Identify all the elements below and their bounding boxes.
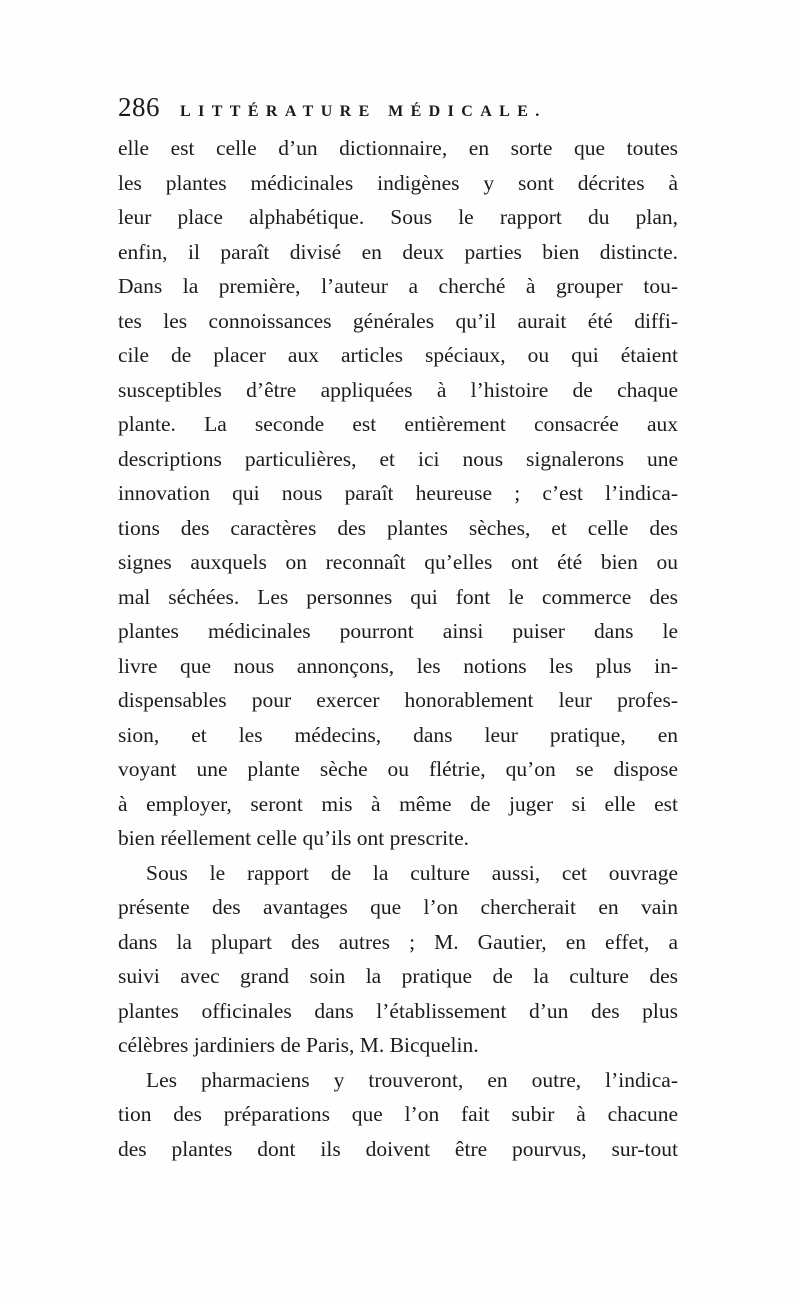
text-line: Dans la première, l’auteur a cherché à grouper tou- (118, 274, 678, 298)
text-line: leur place alphabétique. Sous le rapport du plan, (118, 205, 678, 229)
text-line: livre que nous annonçons, les notions les plus in- (118, 653, 678, 678)
text-line: sion, et les médecins, dans leur pratique, en (118, 722, 678, 747)
text-line: tion des préparations que l’on fait subir à chacune (118, 1102, 678, 1126)
text-line: présente des avantages que l’on chercherait en vain (118, 895, 678, 919)
page-number: 286 (118, 92, 160, 122)
page-header (118, 92, 638, 128)
text-line: susceptibles d’être appliquées à l’histoire de chaque (118, 377, 678, 402)
body-text (118, 131, 678, 1166)
text-line: signes auxquels on reconnaît qu’elles ont été bien ou (118, 550, 678, 574)
text-line: tions des caractères des plantes sèches, et celle des (118, 515, 678, 540)
text-line: cile de placer aux articles spéciaux, ou qui étaient (118, 343, 678, 367)
text-line: les plantes médicinales indigènes y sont décrites à (118, 170, 678, 195)
text-line: voyant une plante sèche ou flétrie, qu’on se dispose (118, 757, 678, 781)
text-line: plantes médicinales pourront ainsi puiser dans le (118, 619, 678, 643)
text-line: enfin, il paraît divisé en deux parties bien distincte. (118, 239, 678, 264)
text-line: mal séchées. Les personnes qui font le commerce des (118, 584, 678, 609)
text-line: dispensables pour exercer honorablement leur profes- (118, 688, 678, 712)
text-line: elle est celle d’un dictionnaire, en sorte que toutes (118, 136, 678, 160)
text-line: plante. La seconde est entièrement consacrée aux (118, 412, 678, 436)
running-head: LITTÉRATURE MÉDICALE. (180, 103, 547, 120)
text-line: Les pharmaciens y trouveront, en outre, l’indica- (146, 1067, 678, 1092)
text-line: tes les connoissances générales qu’il aurait été diffi- (118, 308, 678, 333)
text-line: des plantes dont ils doivent être pourvus, sur-tout (118, 1136, 678, 1161)
text-line: Sous le rapport de la culture aussi, cet ouvrage (146, 860, 678, 885)
text-line: plantes officinales dans l’établissement d’un des plus (118, 998, 678, 1023)
text-line: descriptions particulières, et ici nous signalerons une (118, 446, 678, 471)
text-line: suivi avec grand soin la pratique de la culture des (118, 964, 678, 988)
text-line: à employer, seront mis à même de juger si elle est (118, 791, 678, 816)
text-line: dans la plupart des autres ; M. Gautier, en effet, a (118, 929, 678, 954)
text-line: bien réellement celle qu’ils ont prescrite. (118, 826, 470, 850)
text-line: innovation qui nous paraît heureuse ; c’est l’indica- (118, 481, 678, 505)
text-line: célèbres jardiniers de Paris, M. Bicquelin. (118, 1033, 479, 1057)
